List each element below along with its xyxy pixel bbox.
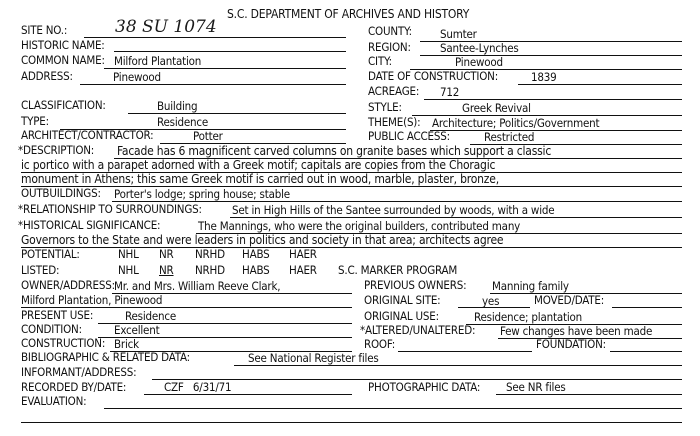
condition-value: Excellent <box>114 323 160 337</box>
present-use-value: Residence <box>125 309 177 323</box>
classification-value: Building <box>157 99 198 113</box>
themes-label: THEME(S): <box>368 115 421 129</box>
evaluation-label: EVALUATION: <box>21 394 87 408</box>
style-label: STYLE: <box>368 100 402 114</box>
county-label: COUNTY: <box>368 24 412 38</box>
common-name-value: Milford Plantation <box>114 54 202 68</box>
moved-date-line <box>612 307 682 308</box>
construction-value: Brick <box>114 337 139 351</box>
original-use-label: ORIGINAL USE: <box>364 309 439 323</box>
themes-line <box>430 130 682 131</box>
previous-owners-value: Manning family <box>492 279 569 293</box>
public-access-value: Restricted <box>484 130 535 144</box>
marker-program-label: S.C. MARKER PROGRAM <box>338 263 458 277</box>
description-label: *DESCRIPTION: <box>18 143 95 157</box>
description-line2: ic portico with a parapet adorned with a Greek motif; capitals are copies from the Choragic <box>21 158 496 172</box>
bibliographic-value: See National Register files <box>248 351 379 365</box>
type-label: TYPE: <box>21 114 49 128</box>
county-value: Sumter <box>440 27 477 41</box>
foundation-line <box>610 351 682 352</box>
potential-habs[interactable]: HABS <box>242 247 270 261</box>
recorded-by-label: RECORDED BY/DATE: <box>21 380 127 394</box>
potential-nrhd[interactable]: NRHD <box>195 247 225 261</box>
owner-line2: Milford Plantation, Pinewood <box>21 293 163 307</box>
present-use-label: PRESENT USE: <box>21 308 94 322</box>
potential-nhl[interactable]: NHL <box>118 247 139 261</box>
listed-habs[interactable]: HABS <box>242 263 270 277</box>
address-line <box>80 84 346 85</box>
classification-line <box>128 113 346 114</box>
potential-label: POTENTIAL: <box>21 247 80 261</box>
region-value: Santee-Lynches <box>440 41 519 55</box>
moved-date-label: MOVED/DATE: <box>534 293 605 307</box>
city-label: CITY: <box>368 54 392 68</box>
date-construction-value: 1839 <box>531 70 557 84</box>
themes-value: Architecture; Politics/Government <box>432 116 600 130</box>
card-header: S.C. DEPARTMENT OF ARCHIVES AND HISTORY <box>227 7 470 21</box>
outbuildings-label: OUTBUILDINGS: <box>21 186 101 200</box>
bibliographic-label: BIBLIOGRAPHIC & RELATED DATA: <box>21 350 190 364</box>
acreage-line <box>424 99 682 100</box>
evaluation-line2 <box>21 422 682 423</box>
listed-nhl[interactable]: NHL <box>118 263 139 277</box>
architect-label: ARCHITECT/CONTRACTOR: <box>21 128 154 142</box>
listed-label: LISTED: <box>21 263 60 277</box>
listed-nrhd[interactable]: NRHD <box>195 263 225 277</box>
historical-significance-label: *HISTORICAL SIGNIFICANCE: <box>18 218 161 232</box>
original-site-line <box>458 307 530 308</box>
historical-significance-line1: The Mannings, who were the original builders, contributed many <box>198 219 521 233</box>
type-value: Residence <box>157 115 209 129</box>
photographic-value: See NR files <box>506 380 566 394</box>
foundation-label: FOUNDATION: <box>536 337 606 351</box>
date-construction-line <box>518 84 682 85</box>
historical-significance-line2: Governors to the State and were leaders in politics and society in that area; architects agree <box>21 233 504 247</box>
roof-line <box>398 351 532 352</box>
owner-label: OWNER/ADDRESS: <box>21 278 115 292</box>
relationship-label: *RELATIONSHIP TO SURROUNDINGS: <box>18 202 202 216</box>
construction-label: CONSTRUCTION: <box>21 336 106 350</box>
evaluation-line1 <box>104 408 682 409</box>
site-no-line <box>84 37 346 38</box>
historic-name-line <box>114 51 346 52</box>
original-use-value: Residence; plantation <box>474 310 582 324</box>
site-no-value: 38 SU 1074 <box>115 17 217 37</box>
condition-label: CONDITION: <box>21 322 82 336</box>
owner-line1: Mr. and Mrs. William Reeve Clark, <box>114 279 281 293</box>
historic-name-label: HISTORIC NAME: <box>21 38 105 52</box>
acreage-label: ACREAGE: <box>368 84 420 98</box>
previous-owners-label: PREVIOUS OWNERS: <box>364 278 467 292</box>
site-no-label: SITE NO.: <box>21 23 68 37</box>
relationship-line <box>230 217 682 218</box>
classification-label: CLASSIFICATION: <box>21 98 106 112</box>
description-line3: monument in Athens; this same Greek motif is carried out in wood, marble, plaster, bronze, <box>21 172 499 186</box>
address-label: ADDRESS: <box>21 69 73 83</box>
listed-haer[interactable]: HAER <box>289 263 317 277</box>
outbuildings-value: Porter's lodge; spring house; stable <box>114 187 290 201</box>
architect-value: Potter <box>193 129 223 143</box>
potential-nr[interactable]: NR <box>159 247 174 261</box>
acreage-value: 712 <box>440 85 460 99</box>
relationship-value: Set in High Hills of the Santee surrounded by woods, with a wide <box>232 203 555 217</box>
altered-value: Few changes have been made <box>500 324 653 338</box>
photographic-label: PHOTOGRAPHIC DATA: <box>368 380 481 394</box>
date-construction-label: DATE OF CONSTRUCTION: <box>368 69 498 83</box>
altered-label: *ALTERED/UNALTERED: <box>360 323 476 337</box>
public-access-label: PUBLIC ACCESS: <box>368 129 450 143</box>
listed-nr-selected[interactable]: NR <box>159 263 174 277</box>
address-value: Pinewood <box>113 70 161 84</box>
recorded-by-value: CZF 6/31/71 <box>164 380 232 394</box>
common-name-label: COMMON NAME: <box>21 53 105 67</box>
photographic-line <box>496 394 682 395</box>
bibliographic-line <box>234 365 682 366</box>
city-value: Pinewood <box>455 55 503 69</box>
original-site-value: yes <box>482 294 500 308</box>
region-label: REGION: <box>368 40 411 54</box>
common-name-line <box>104 68 346 69</box>
description-line1: Facade has 6 magnificent carved columns on granite bases which support a classic <box>117 144 552 158</box>
original-site-label: ORIGINAL SITE: <box>364 293 441 307</box>
recorded-by-line <box>144 394 352 395</box>
informant-label: INFORMANT/ADDRESS: <box>21 365 137 379</box>
roof-label: ROOF: <box>364 337 396 351</box>
style-value: Greek Revival <box>462 101 531 115</box>
potential-haer[interactable]: HAER <box>289 247 317 261</box>
